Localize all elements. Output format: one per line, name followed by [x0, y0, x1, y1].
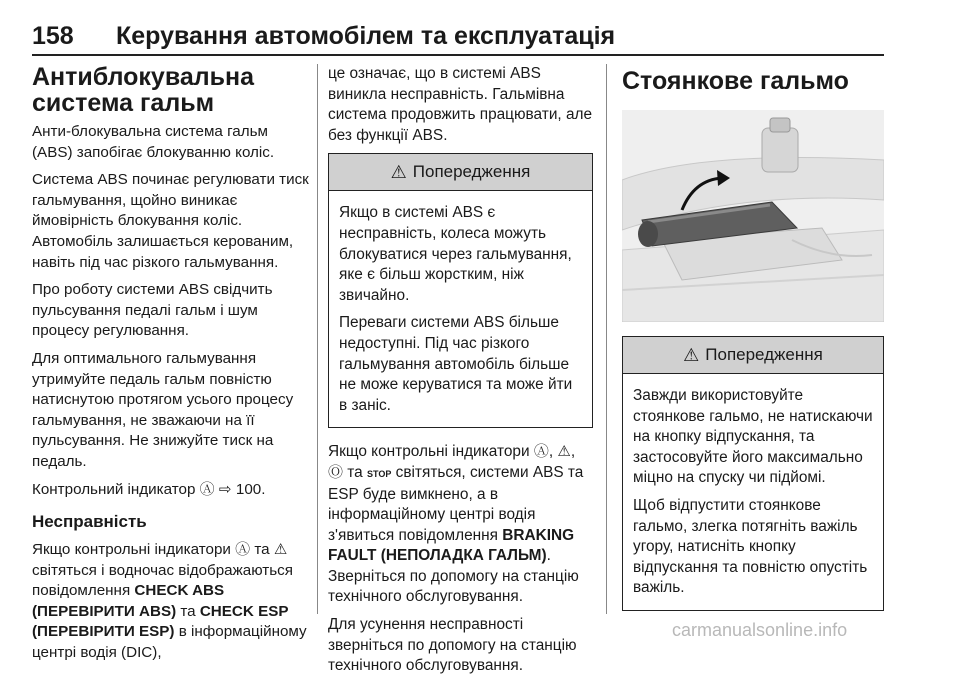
text-span: Якщо контрольні індикатори: [32, 541, 231, 559]
message-braking-fault: BRAKING FAULT (НЕПОЛАДКА ГАЛЬМ): [328, 526, 575, 565]
paragraph-fault: [32, 540, 310, 664]
warning-title: Попередження: [705, 345, 823, 364]
text-span: . Зверніться по допомогу на станцію технічного обслуговування.: [328, 547, 579, 606]
text-span: в інформаційному центрі водія (DIC),: [32, 623, 307, 662]
text-span: та: [180, 602, 196, 620]
paragraph-indicators: Якщо контрольні індикатори Ⓐ, ⚠, Ⓞ та STOP світяться, системи ABS та ESP буде вимкнено, а в інформаційному центрі водія з'явиться повідомлення BRAKING FAULT (НЕПОЛАДКА ГАЛЬМ). Зверніться по допомогу на станцію технічного обслуговування.: [328, 443, 584, 606]
warning-icon: ⚠: [683, 344, 700, 365]
text-span: світяться і водночас відображаються повідомлення: [32, 561, 293, 600]
message-check-esp: CHECK ESP (ПЕРЕВІРИТИ ESP): [32, 602, 289, 641]
paragraph: Анти-блокувальна система гальм (ABS) запобігає блокуванню коліс.: [32, 123, 275, 161]
text-span: світяться, системи ABS та ESP буде вимкнено, а в інформаційному центрі водія з'явиться повідомлення: [328, 463, 584, 544]
esp-indicator-icon: ⚠: [273, 541, 288, 559]
paragraph-indicator-ref: [32, 480, 310, 501]
section-title-abs: Антиблокувальна система гальм: [32, 63, 255, 117]
column-divider: [606, 64, 607, 614]
warning-body: [329, 191, 592, 427]
paragraph: Система ABS починає регулювати тиск гальмування, щойно виникає ймовірність блокування коліс. Автомобіль залишається керованим, навіть під час різкого гальмування.: [32, 171, 309, 271]
text-span: та: [347, 463, 363, 481]
warning-text: Переваги системи ABS більше недоступні. Під час різкого гальмування автомобіль більше не може керуватися та може йти в заніс.: [339, 314, 573, 414]
stop-indicator-icon: STOP: [367, 468, 392, 479]
warning-header: [623, 337, 883, 374]
chapter-title: Керування автомобілем та експлуатація: [116, 22, 616, 50]
parking-brake-illustration: [622, 110, 884, 322]
text-span: та: [254, 541, 270, 559]
indicator-text: Контрольний індикатор: [32, 480, 196, 498]
column-abs-continued: [328, 64, 593, 684]
warning-text: Щоб відпустити стоянкове гальмо, злегка потягніть важіль угору, натисніть кнопку відпускання та повністю опустіть важіль.: [633, 496, 868, 597]
parking-brake-drawing: [622, 110, 884, 322]
text-span: Якщо контрольні індикатори: [328, 443, 530, 461]
abs-indicator-icon: Ⓐ: [199, 480, 215, 498]
page-number: 158: [32, 22, 74, 50]
column-parking-brake: [622, 64, 884, 625]
watermark: carmanualsonline.info: [672, 620, 848, 640]
warning-text: Завжди використовуйте стоянкове гальмо, не натискаючи на кнопку відпускання, та застосовуйте його максимально міцно на спуску чи підйомі.: [633, 387, 873, 487]
paragraph: Про роботу системи ABS свідчить пульсування педалі гальм і шум процесу регулювання.: [32, 281, 273, 340]
section-title-parking-brake: Стоянкове гальмо: [622, 67, 849, 95]
message-check-abs: CHECK ABS (ПЕРЕВІРИТИ ABS): [32, 582, 225, 620]
page-reference[interactable]: 100.: [235, 480, 266, 498]
warning-box: [622, 336, 884, 611]
warning-box: [328, 153, 593, 428]
warning-title: Попередження: [412, 162, 531, 182]
warning-text: Якщо в системі ABS є несправність, колеса можуть блокуватися через гальмування, яке є більш жорстким, ніж звичайно.: [339, 204, 572, 304]
page-header: [32, 22, 884, 56]
column-abs: [32, 64, 310, 671]
reference-arrow-icon: ⇨: [218, 480, 232, 498]
column-divider: [317, 64, 318, 614]
brake-indicator-icon: Ⓞ: [328, 463, 344, 481]
abs-indicator-icon: Ⓐ: [533, 443, 549, 461]
subsection-title-fault: Несправність: [32, 512, 147, 532]
warning-icon: ⚠: [390, 161, 407, 182]
abs-indicator-icon: Ⓐ: [235, 541, 251, 559]
paragraph: Для оптимального гальмування утримуйте педаль гальм повністю натиснутою протягом усього процесу гальмування, не зважаючи на її пульсування. Не знижуйте тиск на педаль.: [32, 349, 294, 470]
paragraph: Для усунення несправності зверніться по допомогу на станцію технічного обслуговування.: [328, 616, 577, 675]
paragraph: це означає, що в системі ABS виникла несправність. Гальмівна система продовжить працювати, але без функції ABS.: [328, 65, 593, 144]
warning-body: [623, 374, 883, 610]
esp-indicator-icon: ⚠: [557, 443, 571, 461]
warning-header: [329, 154, 592, 191]
